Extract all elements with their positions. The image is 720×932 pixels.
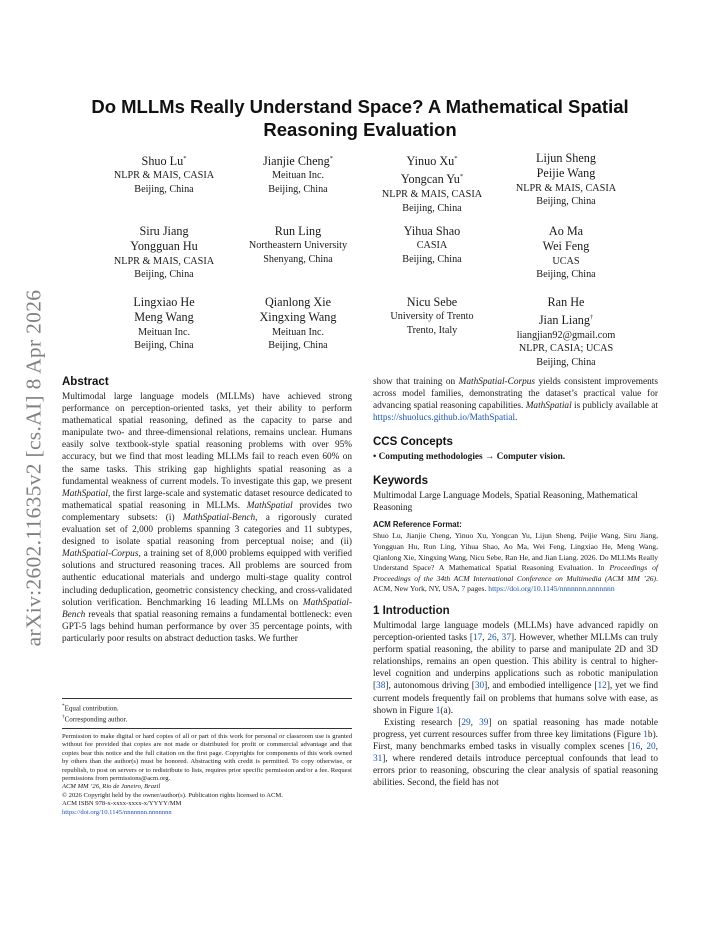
author-affiliation: NLPR & MAIS, CASIA [515, 182, 617, 194]
author-name: Shuo Lu* [141, 154, 187, 169]
permission-text: Permission to make digital or hard copies of all or part of this work for personal or classroom use is granted without fee provided that copies are not made or distributed for profit or commercial advantage and that copies bear this notice and the full citation on the first page. Copyrights for components of this work owned by others than the author(s) must be honored. Abstracting with credit is permitted. To copy otherwise, or republish, to post on servers or to redistribute to lists, requires prior specific permission and/or a fee. Request permissions from permissions@acm.org. [62, 733, 352, 783]
author-entry [223, 224, 373, 267]
citation-link[interactable]: 26 [487, 633, 497, 644]
author-affiliation: NLPR & MAIS, CASIA [113, 170, 215, 182]
author-entry [89, 224, 239, 282]
intro-paragraph-1: Multimodal large language models (MLLMs) have advanced rapidly on perception-oriented tasks [17, 26, 37]. However, whether MLLMs can truly perform spatial reasoning, the ability to parse and manipulate 2D and 3D relationships, remains an open question. This ability is central to higher-level cognition and underpins applications such as robotic manipulation [38], autonomous driving [30], and embodied intelligence [12], yet we find current models frequently fail on problems that humans solve with ease, as shown in Figure 1(a). [373, 620, 659, 716]
citation-link[interactable]: 31 [373, 753, 383, 764]
author-name: Lingxiao He [133, 295, 195, 309]
author-mark: * [183, 155, 187, 162]
author-entry [491, 295, 641, 370]
citation-link[interactable]: 17 [472, 633, 483, 644]
author-affiliation: Beijing, China [536, 196, 596, 208]
footnote-equal: *Equal contribution. [62, 703, 119, 713]
citation-link[interactable]: 38 [376, 681, 386, 692]
author-entry [223, 295, 373, 353]
intro-paragraph-2: Existing research [29, 39] on spatial reasoning has made notable progress, yet current resources suffer from three key limitations (Figure 1b). First, many benchmarks embed tasks in visually complex scenes [16, 20, 31], where rendered details introduce perceptual confounds that lead to errors prior to reasoning, obscuring the clear analysis of spatial reasoning abilities. Second, the field has not [373, 717, 659, 789]
permission-block [62, 728, 352, 817]
author-affiliation: Beijing, China [536, 269, 596, 281]
author-mark: * [459, 173, 464, 181]
author-affiliation: Beijing, China [402, 202, 462, 214]
ccs-text: • Computing methodologies → Computer vision. [373, 452, 566, 463]
acm-ref-heading: ACM Reference Format: [373, 520, 462, 530]
author-name: Run Ling [274, 224, 322, 238]
doi-link[interactable]: https://doi.org/10.1145/nnnnnnn.nnnnnnn [62, 808, 172, 816]
author-affiliation: NLPR, CASIA; UCAS [518, 343, 614, 355]
keywords-heading: Keywords [373, 475, 428, 488]
introduction-heading: 1 Introduction [373, 604, 450, 617]
author-entry [89, 295, 239, 353]
author-affiliation: Trento, Italy [406, 325, 458, 336]
author-affiliation: Beijing, China [134, 340, 194, 352]
author-name: Yinuo Xu* [406, 154, 458, 169]
citation-link[interactable]: 20 [646, 741, 656, 752]
acm-ref-text: Shuo Lu, Jianjie Cheng, Yinuo Xu, Yongcan Yu, Lijun Sheng, Peijie Wang, Siru Jiang, Yongguan Hu, Run Ling, Yihua Shao, Ao Ma, Wei Feng, Lingxiao He, Meng Wang, Qianlong Xie, Xingxing Wang, Nicu Sebe, Ran He, and Jian Liang. 2026. Do MLLMs Really Understand Space? A Mathematical Spatial Reasoning Evaluation. In Proceedings of Proceedings of the 34th ACM International Conference on Multimedia (ACM MM ’26). ACM, New York, NY, USA, 7 pages. https://doi.org/10.1145/nnnnnnn.nnnnnnn [373, 531, 658, 594]
author-entry [491, 151, 641, 209]
right-column [373, 376, 658, 789]
footnotes [62, 698, 352, 725]
author-affiliation: NLPR & MAIS, CASIA [113, 255, 215, 267]
author-name: Jianjie Cheng* [263, 154, 333, 169]
author-mark: † [589, 314, 594, 322]
author-affiliation: Beijing, China [536, 357, 596, 369]
author-affiliation: Meituan Inc. [271, 326, 325, 338]
author-name: Xingxing Wang [259, 310, 337, 325]
author-mark: * [329, 155, 333, 162]
author-name: Jian Liang† [538, 313, 594, 328]
author-affiliation: Beijing, China [402, 254, 462, 265]
author-affiliation: Meituan Inc. [137, 326, 191, 338]
author-name: Yihua Shao [403, 224, 461, 238]
footnote-corresponding: †Corresponding author. [62, 714, 128, 724]
abstract-heading: Abstract [62, 376, 109, 388]
author-name: Nicu Sebe [406, 295, 458, 309]
author-affiliation: Beijing, China [134, 269, 194, 281]
author-name: Yongguan Hu [130, 239, 198, 254]
author-entry [89, 151, 239, 197]
title-line-1: Do MLLMs Really Understand Space? A Mathematical Spatial [91, 96, 629, 117]
author-affiliation: NLPR & MAIS, CASIA [381, 188, 483, 200]
author-name: Wei Feng [542, 239, 590, 254]
author-entry [357, 295, 507, 338]
author-name: Meng Wang [134, 310, 194, 325]
author-name: Qianlong Xie [264, 295, 331, 309]
author-affiliation: University of Trento [390, 311, 474, 323]
abstract-continuation: show that training on MathSpatial-Corpus yields consistent improvements across model families, demonstrating the dataset’s practical value for advancing spatial reasoning capabilities. MathSpatial is publicly available at https://shuolucs.github.io/MathSpatial. [373, 377, 658, 424]
author-affiliation: Northeastern University [248, 240, 348, 252]
paper-title [62, 95, 658, 141]
author-entry [357, 224, 507, 267]
citation-link[interactable]: 16 [631, 741, 641, 752]
author-affiliation: Beijing, China [268, 184, 328, 196]
figure-link[interactable]: 1 [435, 705, 441, 716]
author-affiliation: CASIA [416, 240, 448, 252]
ccs-heading: CCS Concepts [373, 436, 453, 449]
author-affiliation: Beijing, China [268, 340, 328, 352]
author-affiliation: Beijing, China [134, 184, 194, 196]
author-affiliation: Meituan Inc. [271, 170, 325, 182]
venue-line: ACM MM ’26, Rio de Janeiro, Brazil [62, 783, 161, 791]
author-affiliation: Shenyang, China [263, 254, 333, 265]
author-name: Lijun Sheng [536, 151, 596, 165]
isbn-line: ACM ISBN 978-x-xxxx-xxxx-x/YYYY/MM [62, 800, 182, 808]
copyright-line: © 2026 Copyright held by the owner/author(s). Publication rights licensed to ACM. [62, 791, 283, 799]
author-name: Ran He [547, 295, 585, 309]
keywords-text: Multimodal Large Language Models, Spatial Reasoning, Mathematical Reasoning [373, 491, 638, 514]
acm-ref-doi-link[interactable]: https://doi.org/10.1145/nnnnnnn.nnnnnnn [488, 584, 615, 594]
author-name: Ao Ma [548, 224, 584, 238]
abstract-section [62, 376, 352, 645]
citation-link[interactable]: 29 [461, 717, 471, 728]
title-line-2: Reasoning Evaluation [263, 119, 457, 140]
author-name: Peijie Wang [536, 166, 596, 181]
author-affiliation: UCAS [552, 255, 580, 267]
citation-link[interactable]: 37 [501, 633, 511, 644]
citation-link[interactable]: 30 [474, 681, 485, 692]
arxiv-stamp: arXiv:2602.11635v2 [cs.AI] 8 Apr 2026 [21, 289, 46, 647]
author-mark: * [454, 155, 458, 162]
author-entry [491, 224, 641, 282]
project-link[interactable]: https://shuolucs.github.io/MathSpatial [373, 413, 516, 424]
author-name: Siru Jiang [139, 224, 189, 238]
citation-link[interactable]: 39 [479, 717, 489, 728]
abstract-text: Multimodal large language models (MLLMs) have achieved strong performance on perception-oriented tasks, yet their ability to perform mathematical spatial reasoning, defined as the capacity to parse and manipulate two- and three-dimensional relations, remains unclear. Humans easily solve textbook-style spatial reasoning problems with over 95% accuracy, but we find that most leading MLLMs fail to reach even 60% on the same tasks. This striking gap highlights spatial reasoning as a fundamental weakness of current models. To investigate this gap, we present MathSpatial, the first large-scale and systematic dataset resource dedicated to mathematical spatial reasoning in MLLMs. MathSpatial provides two complementary subsets: (i) MathSpatial-Bench, a rigorously curated evaluation set of 2,000 problems spanning 3 categories and 11 subtypes, designed to isolate spatial reasoning from perceptual noise; and (ii) MathSpatial-Corpus, a training set of 8,000 problems equipped with verified solutions and structured reasoning traces. All problems are sourced from authentic educational materials and undergo multi-stage quality control including deduplication, geometric consistency checking, and cross-validated solution verification. Benchmarking 16 leading MLLMs on MathSpatial-Bench reveals that spatial reasoning remains a fundamental bottleneck: even GPT-5 lags behind human performance by over 35 percentage points, with particularly poor results on abstract deduction tasks. We further [62, 392, 352, 644]
author-affiliation: liangjian92@gmail.com [516, 329, 616, 341]
author-entry [223, 151, 373, 197]
figure-link[interactable]: 1 [643, 729, 648, 740]
citation-link[interactable]: 12 [597, 681, 607, 692]
author-entry [357, 151, 507, 215]
author-name: Yongcan Yu* [400, 172, 464, 187]
pages-link[interactable]: 7 [461, 584, 466, 594]
